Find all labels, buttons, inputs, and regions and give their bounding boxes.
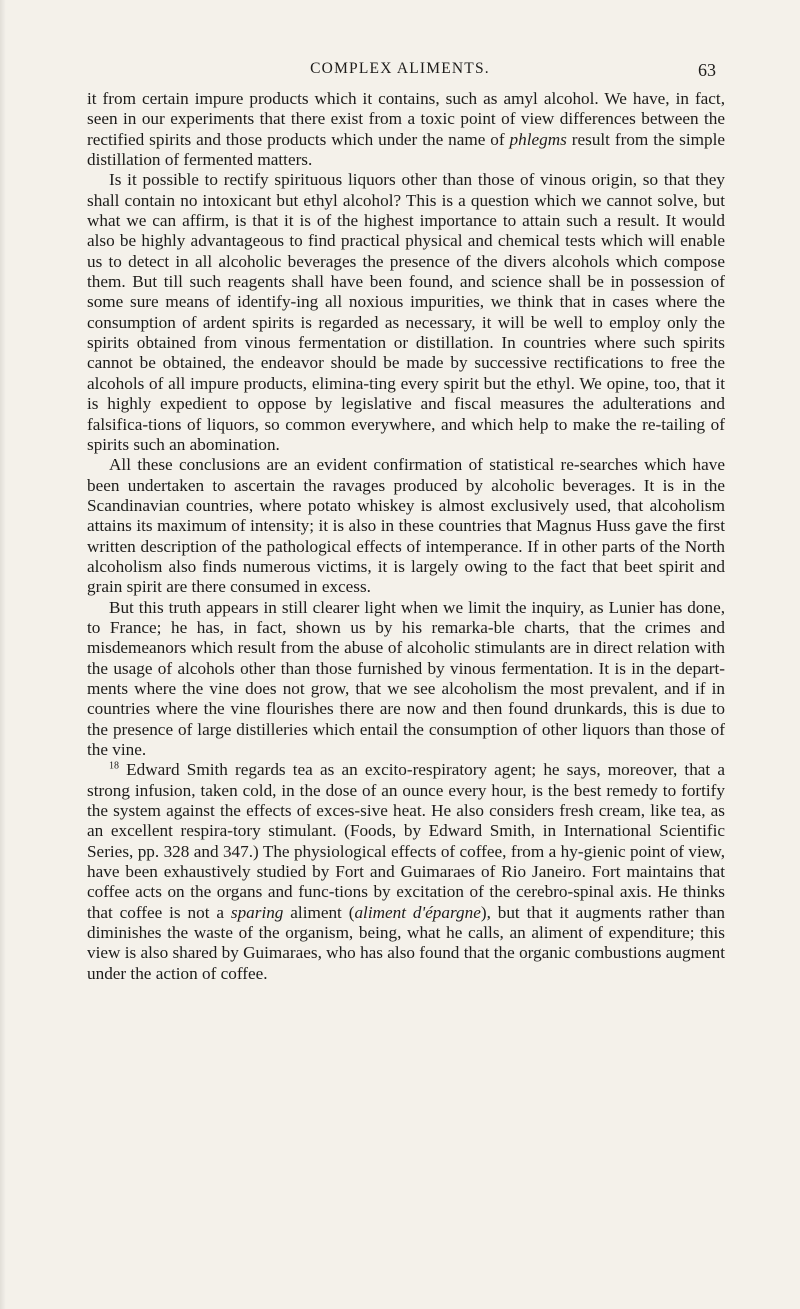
page-edge-shadow [0, 0, 6, 1309]
paragraph-3: All these conclusions are an evident confirmation of statistical re-searches which have been undertaken to ascertain the ravages produced by alcoholic beverages. It is in the Scandinavian countries, where potato whiskey is almost exclusively used, that alcoholism attains its maximum of intensity; it is also in these countries that Magnus Huss gave the first written description of the pathological effects of intemperance. If in other parts of the North alcoholism also finds numerous victims, it is largely owing to the fact that beet spirit and grain spirit are there consumed in excess. [87, 455, 725, 597]
page-number: 63 [698, 60, 716, 80]
footnote-text-a: Edward Smith regards tea as an excito-respiratory agent; he says, moreover, that a strong infusion, taken cold, in the dose of an ounce every hour, is the best remedy to fortify the system against the effects of exces-sive heat. He also considers fresh cream, like tea, as an excellent respira-tory stimulant. (Foods, by Edward Smith, in International Scientific Series, pp. 328 and 347.) The physiological effects of coffee, from a hy-gienic point of view, have been exhaustively studied by Fort and Guimaraes of Rio Janeiro. Fort maintains that coffee acts on the organs and func-tions by excitation of the cerebro-spinal axis. He thinks that coffee is not a [87, 760, 725, 922]
paragraph-1 [87, 89, 725, 170]
footnote-italic-aliment: aliment d'épargne [354, 902, 481, 922]
footnote-text-c: ), but that it augments rather than diminishes the waste of the organism, being, what he calls, an aliment of expenditure; this view is also shared by Guimaraes, who has also found that the organic combustions augment under the action of coffee. [87, 902, 725, 983]
footnote-italic-sparing: sparing [230, 902, 284, 922]
paragraph-1-text: it from certain impure products which it contains, such as amyl alcohol. We have, in fact, seen in our experiments that there exist from a toxic point of view differences between the rectified spirits and those products which under the name of [87, 89, 725, 149]
running-header [0, 60, 800, 82]
footnote-paragraph [87, 760, 725, 984]
paragraph-1-end: result from the simple distillation of fermented matters. [87, 129, 725, 170]
paragraph-4: But this truth appears in still clearer light when we limit the inquiry, as Lunier has done, to France; he has, in fact, shown us by his remarka-ble charts, that the crimes and misdemeanors which result from the abuse of alcoholic stimulants are in direct relation with the usage of alcohols other than those furnished by vinous fermentation. It is in the depart-ments where the vine does not grow, that we see alcoholism the most prevalent, and if in countries where the vine flourishes there are now and then found drunkards, this is due to the presence of large distilleries which entail the consumption of other liquors than those of the vine. [87, 597, 725, 759]
body-text [87, 89, 725, 984]
paragraph-1-italic: phlegms [509, 129, 567, 149]
paragraph-2: Is it possible to rectify spirituous liquors other than those of vinous origin, so that they shall contain no intoxicant but ethyl alcohol? This is a question which we cannot solve, but what we can affirm, is that it is of the highest importance to attain such a result. It would also be highly advantageous to find practical physical and chemical tests which will enable us to detect in all alcoholic beverages the presence of the divers alcohols which compose them. But till such reagents shall have been found, and science shall be in possession of some sure means of identify-ing all noxious impurities, we think that in cases where the consumption of ardent spirits is regarded as necessary, it will be well to employ only the spirits obtained from vinous fermentation or distillation. In countries where such spirits cannot be obtained, the endeavor should be made by successive rectifications to free the alcohols of all impure products, elimina-ting every spirit but the ethyl. We opine, too, that it is highly expedient to oppose by legislative and fiscal measures the adulterations and falsifica-tions of liquors, so common everywhere, and which help to make the re-tailing of spirits such an abomination. [87, 170, 725, 454]
running-title: COMPLEX ALIMENTS. [310, 60, 490, 77]
footnote-text-b: aliment ( [283, 902, 355, 922]
footnote-marker: 18 [109, 760, 119, 772]
